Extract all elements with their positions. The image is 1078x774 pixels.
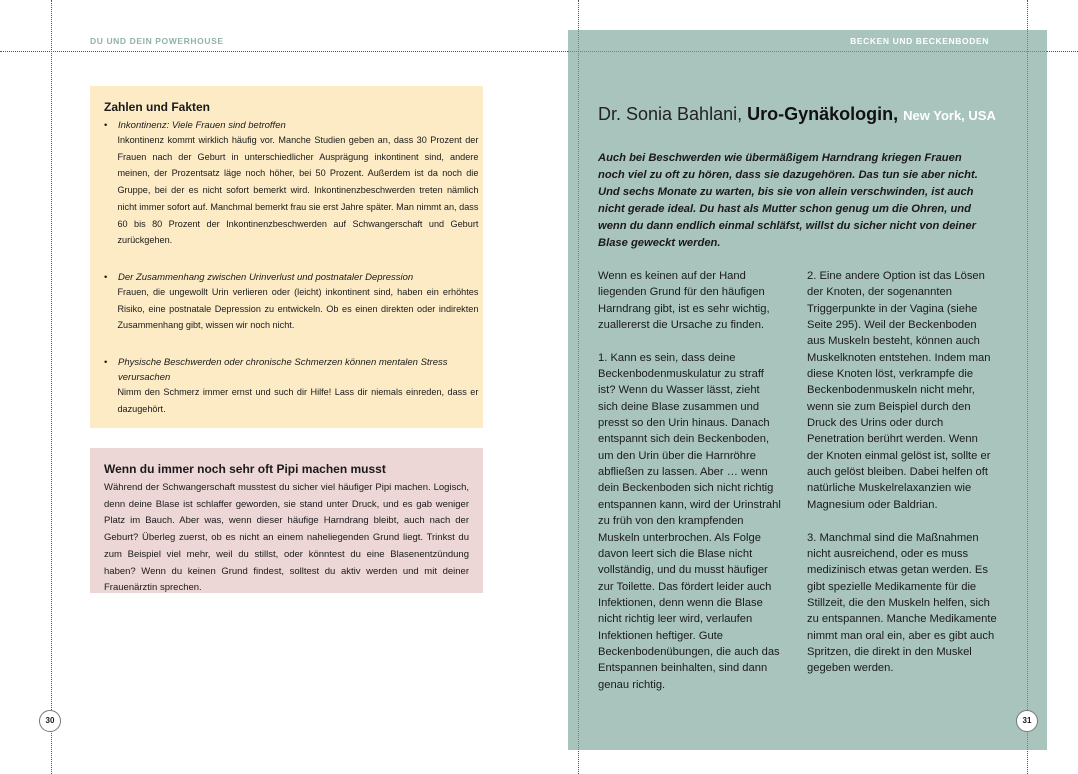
crop-guide-top-over bbox=[568, 51, 1047, 52]
facts-item-heading: • Inkontinenz: Viele Frauen sind betroffen bbox=[104, 118, 469, 133]
facts-item-body: Frauen, die ungewollt Urin verlieren oder (leicht) inkontinent sind, haben ein erhöhtes Risiko, eine postnatale Depression zu entwickeln. Ob es einen direkten oder indirekten Zusammenhang gibt, wissen wir noch nicht. bbox=[117, 286, 479, 332]
page-number-left: 30 bbox=[39, 710, 61, 732]
facts-item bbox=[104, 355, 479, 418]
facts-box-title: Zahlen und Fakten bbox=[104, 100, 211, 114]
facts-item-heading: • Physische Beschwerden oder chronische Schmerzen können mentalen Stress verursachen bbox=[104, 355, 469, 385]
body-column-2 bbox=[807, 268, 997, 693]
facts-item-body: Nimm den Schmerz immer ernst und such dir Hilfe! Lass dir niemals einreden, dass er dazugehört. bbox=[117, 387, 479, 415]
facts-item bbox=[104, 270, 479, 335]
paragraph: 3. Manchmal sind die Maßnahmen nicht ausreichend, oder es muss medizinisch etwas getan werden. Es gibt spezielle Medikamente für die Stillzeit, die den Muskeln helfen, sich zu entspannen. Manche Medikamente nimmt man oral ein, aber es gibt auch Spritzen, die direkt in den Muskel gegeben werden. bbox=[807, 531, 997, 675]
running-head-left: DU UND DEIN POWERHOUSE bbox=[90, 36, 224, 46]
facts-box bbox=[90, 86, 483, 428]
page-number-right: 31 bbox=[1016, 710, 1038, 732]
crop-guide-right-over bbox=[1027, 0, 1028, 774]
pipi-box-body: Während der Schwangerschaft musstest du sicher viel häufiger Pipi machen. Logisch, denn deine Blase ist schlaffer geworden, sie stand unter Druck, und es gab weniger Platz im Bauch. Aber was, wenn dieser häufige Harndrang bleibt, auch nach der Geburt? Überleg zuerst, ob es nicht an einem naheliegenden Grund liegt. Trinkst du zum Beispiel viel mehr, weil du stillst, oder könntest du eine Blasenentzündung haben? Wenn du keinen Grund findest, solltest du aktiv werden und mit deiner Frauenärztin sprechen. bbox=[104, 482, 469, 594]
author-location: New York, USA bbox=[903, 108, 996, 123]
intro-quote: Auch bei Beschwerden wie übermäßigem Harndrang kriegen Frauen noch viel zu oft zu hören, dass sie dazugehören. Das tun sie aber nicht. Und sechs Monate zu warten, bis sie von allein verschwinden, ist auch nicht gerade ideal. Du hast als Mutter schon genug um die Ohren, und wenn du dann endlich einmal schläfst, willst du sicher nicht von deiner Blase geweckt werden. bbox=[598, 152, 978, 249]
author-name: Dr. Sonia Bahlani, bbox=[598, 104, 743, 124]
author-line bbox=[598, 104, 996, 125]
facts-item bbox=[104, 118, 479, 250]
paragraph: Wenn es keinen auf der Hand liegenden Grund für den häufigen Harndrang gibt, ist es sehr wichtig, zuallererst die Ursache zu finden. bbox=[598, 270, 770, 332]
facts-item-heading: • Der Zusammenhang zwischen Urinverlust und postnataler Depression bbox=[104, 270, 469, 285]
paragraph: 1. Kann es sein, dass deine Beckenbodenmuskulatur zu straff ist? Wenn du Wasser lässt, zieht sich deine Blase zusammen und presst so den Urin hinaus. Danach entspannt sich dein Beckenboden, um den Urin über die Harnröhre abfließen zu lassen. Aber … wenn dein Beckenboden sich nicht richtig entspannen kann, wird der Urinstrahl zu früh von den krampfenden Muskeln unterbrochen. Als Folge davon leert sich die Blase nicht vollständig, und du musst häufiger zur Toilette. Das fördert leider auch Infektionen, denn wenn die Blase nicht richtig leer wird, verlaufen Infektionen heftiger. Gute Beckenbodenübungen, die auch das Entspannen beinhalten, sind dann genau richtig. bbox=[598, 351, 781, 691]
paragraph: 2. Eine andere Option ist das Lösen der Knoten, der sogenannten Triggerpunkte in der Vagina (siehe Seite 295). Weil der Beckenboden aus Muskeln besteht, können auch Muskelknoten entstehen. Indem man diese Knoten löst, verkrampfe die Beckenbodenmuskeln nicht mehr, wenn sie zum Beispiel durch den Druck des Urins oder durch Penetration berührt werden. Wenn der Knoten einmal gelöst ist, sollte er auch gelöst bleiben. Dabei helfen oft natürliche Muskelrelaxanzien wie Magnesium oder Baldrian. bbox=[807, 270, 991, 511]
facts-item-body: Inkontinenz kommt wirklich häufig vor. Manche Studien geben an, dass 30 Prozent der Frauen nach der Geburt in unterschiedlicher Ausprägung inkontinent sind, andere meinen, der Prozentsatz läge noch höher, bei 50 Prozent. Außerdem ist da noch die Gruppe, bei der es nicht sofort bemerkt wird. Inkontinenzbeschwerden treten nämlich nicht immer sofort auf. Manchmal bemerkt frau sie erst Jahre später. Man nimmt an, dass 60 bis 80 Prozent der Inkontinenzbeschwerden auf Schwangerschaft und Geburt zurückgehen. bbox=[117, 135, 479, 247]
crop-guide-center-over bbox=[578, 0, 579, 774]
pipi-box bbox=[90, 448, 483, 593]
author-role: Uro-Gynäkologin, bbox=[747, 104, 899, 124]
body-column-1 bbox=[598, 268, 782, 709]
crop-guide-left bbox=[51, 0, 52, 774]
pipi-box-title: Wenn du immer noch sehr oft Pipi machen musst bbox=[104, 462, 386, 476]
running-head-right: BECKEN UND BECKENBODEN bbox=[850, 36, 989, 46]
